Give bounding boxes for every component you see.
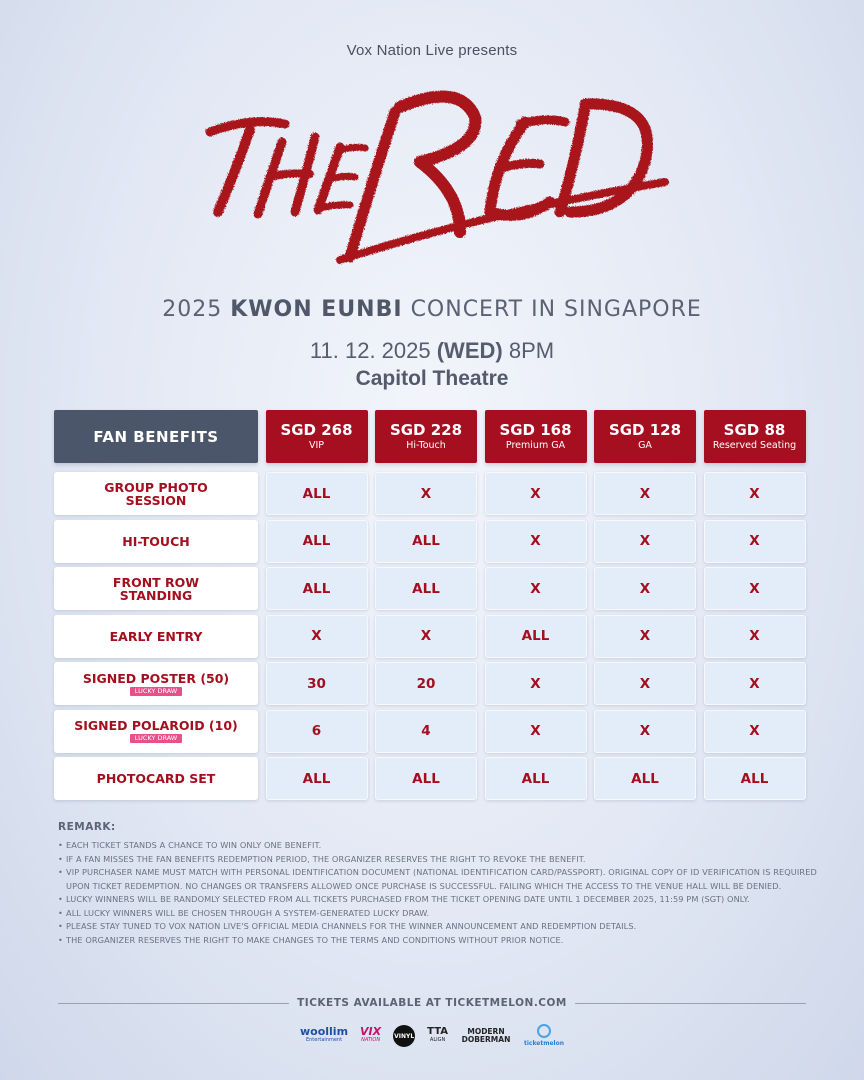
lucky-draw-badge: LUCKY DRAW [130, 687, 182, 696]
benefit-name: SIGNED POSTER (50) [82, 670, 230, 686]
table-cell: X [704, 567, 806, 610]
table-cell: X [704, 520, 806, 563]
table-cell: X [704, 615, 806, 658]
table-row [54, 472, 806, 515]
sponsor-logos [0, 1024, 864, 1048]
date-value: 11. 12. 2025 [309, 338, 431, 363]
table-row [54, 567, 806, 610]
table-cell: 30 [266, 662, 368, 705]
table-cell: X [266, 615, 368, 658]
table-cell: X [375, 472, 477, 515]
tier-price: SGD 128 [608, 421, 682, 439]
concert-suffix: CONCERT IN SINGAPORE [410, 297, 702, 322]
table-header-row [54, 410, 806, 463]
woollim-logo [300, 1027, 348, 1045]
benefit-name: FRONT ROW STANDING [112, 574, 200, 603]
vix-text: VIX [360, 1025, 382, 1038]
day-value: (WED) [436, 338, 503, 363]
modern-doberman-logo: MODERN DOBERMAN [461, 1027, 511, 1044]
table-cell: ALL [375, 520, 477, 563]
table-row [54, 615, 806, 658]
table-cell: X [485, 472, 587, 515]
benefit-label [54, 615, 258, 658]
table-cell: ALL [266, 567, 368, 610]
remarks-section [58, 821, 818, 947]
the-red-logo [190, 62, 680, 282]
tier-name: Premium GA [505, 440, 566, 451]
table-cell: ALL [375, 757, 477, 800]
benefit-label [54, 757, 258, 800]
table-cell: X [594, 710, 696, 753]
table-cell: X [594, 520, 696, 563]
table-cell: X [704, 662, 806, 705]
table-row [54, 710, 806, 753]
table-cell: ALL [704, 757, 806, 800]
vix-sub: NATION [361, 1037, 381, 1043]
tta-sub: ALIGN [429, 1037, 446, 1043]
tier-price: SGD 268 [280, 421, 353, 439]
table-cell: ALL [485, 757, 587, 800]
table-cell: ALL [375, 567, 477, 610]
table-cell: X [594, 472, 696, 515]
vix-nation-logo [360, 1027, 381, 1045]
benefit-name: HI-TOUCH [122, 533, 190, 549]
fan-benefits-header: FAN BENEFITS [54, 410, 258, 463]
table-cell: 6 [266, 710, 368, 753]
benefit-name: EARLY ENTRY [109, 628, 203, 644]
tier-price: SGD 228 [389, 421, 463, 439]
table-cell: 20 [375, 662, 477, 705]
table-row [54, 520, 806, 563]
table-cell: ALL [266, 472, 368, 515]
remarks-title: REMARK: [58, 821, 116, 833]
table-cell: X [485, 662, 587, 705]
tier-name: Reserved Seating [712, 440, 797, 451]
tier-header [594, 410, 696, 463]
table-cell: ALL [485, 615, 587, 658]
table-row [54, 662, 806, 705]
tier-header [375, 410, 477, 463]
woollim-sub: Entertainment [305, 1037, 343, 1043]
venue: Capitol Theatre [355, 367, 509, 390]
tier-name: VIP [308, 440, 325, 451]
table-cell: X [594, 662, 696, 705]
divider [58, 1003, 289, 1004]
presenter-text: Vox Nation Live presents [346, 42, 518, 59]
benefit-label [54, 662, 258, 705]
table-cell: X [594, 615, 696, 658]
remark-item: • EACH TICKET STANDS A CHANCE TO WIN ONLY ONE BENEFIT. [58, 839, 818, 853]
tier-name: GA [638, 440, 652, 451]
table-cell: ALL [266, 757, 368, 800]
table-cell: X [485, 567, 587, 610]
time-value: 8PM [508, 338, 555, 363]
tier-name: Hi-Touch [406, 440, 446, 451]
concert-artist: KWON EUNBI [230, 297, 403, 322]
table-cell: X [704, 710, 806, 753]
ticketmelon-icon [537, 1024, 551, 1038]
vinyl-logo: VINYL [393, 1025, 415, 1047]
tier-header [266, 410, 368, 463]
tta-text: TTA [427, 1026, 448, 1037]
ticketmelon-logo [524, 1024, 564, 1048]
table-cell: X [485, 520, 587, 563]
remark-item: • VIP PURCHASER NAME MUST MATCH WITH PERSONAL IDENTIFICATION DOCUMENT (NATIONAL IDENTIFICATION CARD/PASSPORT). ORIGINAL COPY OF ID VERIFICATION IS REQUIRED UPON TICKET REDEMPTION. NO CHANGES OR TRANSFERS ALLOWED ONCE PURCHASE IS SUCCESSFUL. FAILING WHICH THE ACCESS TO THE VENUE HALL WILL BE DENIED. [58, 866, 818, 893]
table-cell: X [704, 472, 806, 515]
table-cell: X [485, 710, 587, 753]
tier-header [704, 410, 806, 463]
benefits-table [54, 410, 806, 805]
concert-date [0, 338, 864, 364]
woollim-text: woollim [299, 1025, 349, 1038]
ticketmelon-text: ticketmelon [523, 1040, 565, 1047]
tickets-link[interactable]: TICKETS AVAILABLE AT TICKETMELON.COM [297, 997, 567, 1009]
benefit-name: PHOTOCARD SET [96, 771, 216, 786]
table-cell: X [594, 567, 696, 610]
tta-logo [427, 1027, 448, 1045]
benefit-name: SIGNED POLAROID (10) [74, 718, 238, 733]
remark-item: • ALL LUCKY WINNERS WILL BE CHOSEN THROUGH A SYSTEM-GENERATED LUCKY DRAW. [58, 907, 818, 921]
table-row [54, 757, 806, 800]
benefit-label [54, 567, 258, 610]
benefit-label [54, 710, 258, 753]
tier-price: SGD 168 [499, 421, 572, 439]
lucky-draw-badge: LUCKY DRAW [130, 734, 182, 743]
table-cell: ALL [266, 520, 368, 563]
table-cell: 4 [375, 710, 477, 753]
tickets-banner [58, 997, 806, 1009]
table-cell: ALL [594, 757, 696, 800]
benefit-label [54, 472, 258, 515]
table-cell: X [375, 615, 477, 658]
remark-item: • IF A FAN MISSES THE FAN BENEFITS REDEMPTION PERIOD, THE ORGANIZER RESERVES THE RIGHT TO REVOKE THE BENEFIT. [58, 853, 818, 867]
tier-header [485, 410, 587, 463]
remark-item: • THE ORGANIZER RESERVES THE RIGHT TO MAKE CHANGES TO THE TERMS AND CONDITIONS WITHOUT PRIOR NOTICE. [58, 934, 818, 948]
divider [575, 1003, 806, 1004]
benefit-label [54, 520, 258, 563]
concert-title [0, 297, 864, 322]
remark-item: • PLEASE STAY TUNED TO VOX NATION LIVE'S OFFICIAL MEDIA CHANNELS FOR THE WINNER ANNOUNCEMENT AND REDEMPTION DETAILS. [58, 920, 818, 934]
tier-price: SGD 88 [723, 421, 786, 439]
benefit-name: GROUP PHOTO SESSION [104, 479, 208, 508]
concert-year: 2025 [162, 297, 223, 322]
remarks-list [58, 839, 818, 947]
remark-item: • LUCKY WINNERS WILL BE RANDOMLY SELECTED FROM ALL TICKETS PURCHASED FROM THE TICKET OPENING DATE UNTIL 1 DECEMBER 2025, 11:59 PM (SGT) ONLY. [58, 893, 818, 907]
